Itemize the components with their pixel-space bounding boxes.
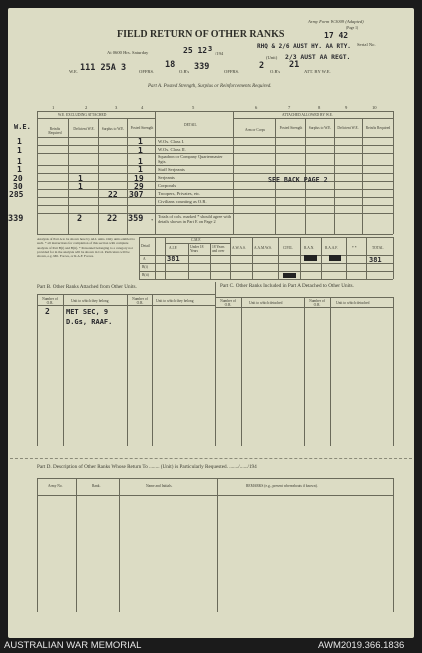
- ors-label: O.R's: [179, 69, 190, 74]
- we-value: 111 25A 3: [80, 63, 127, 73]
- detail-header: DETAIL: [184, 123, 197, 127]
- colnum-1: 1: [52, 105, 55, 110]
- footer-institution: AUSTRALIAN WAR MEMORIAL: [4, 640, 142, 651]
- deficient-row-6: 1: [78, 182, 83, 191]
- analysis-head-under18: Under 18 Years: [190, 245, 204, 253]
- grid-line: [37, 165, 393, 166]
- row-detail-pte: Troopers, Privates, etc.: [158, 191, 201, 196]
- colnum-3: 3: [115, 105, 118, 110]
- grid-line: [230, 237, 231, 279]
- analysis-head-18over: 18 Years and over: [212, 245, 225, 253]
- redaction-mark: [283, 273, 296, 278]
- grid-line: [321, 237, 322, 279]
- grid-line: [393, 478, 394, 612]
- analysis-head-aamws: A.A.M.W.S.: [254, 246, 272, 250]
- unit-line-1: RHQ & 2/6 AUST HY. AA RTY.: [257, 43, 351, 50]
- grid-line: [37, 189, 393, 190]
- grid-line: [393, 237, 394, 279]
- analysis-row-a: A: [143, 257, 146, 261]
- analysis-row-bi: B(i): [142, 265, 148, 269]
- part-d-head-name: Name and Initials.: [146, 484, 173, 488]
- analysis-head-star: * *: [352, 246, 357, 250]
- margin-row-1: 1: [17, 137, 22, 146]
- colnum-4: 4: [141, 105, 144, 110]
- col-head-posted-att: Posted Strength: [279, 126, 303, 130]
- analysis-head-total: TOTAL: [372, 246, 384, 250]
- colnum-2: 2: [85, 105, 88, 110]
- surplus-row-7: 22: [108, 190, 118, 199]
- totals-label: Totals of cols. marked * should agree with details shown in Part E on Page 2: [158, 214, 231, 224]
- unit-line-2: 2/3 AUST AA REGT.: [285, 53, 351, 61]
- analysis-row-bii: B(ii): [142, 273, 149, 277]
- surplus-total: 22: [107, 214, 118, 224]
- col-head-surplus: Surplus to W.E.: [101, 127, 125, 131]
- grid-line: [98, 118, 99, 234]
- grid-line: [366, 237, 367, 279]
- grid-line: [139, 237, 140, 279]
- unit-label: (Unit): [266, 55, 278, 60]
- at-line: At 0600 Hrs. Saturday: [107, 50, 149, 55]
- grid-line: [393, 111, 394, 234]
- month-hand: 3: [208, 45, 213, 53]
- att-label: ATT. BY W.E.: [304, 69, 331, 74]
- col-head-reinfts-att: Reinfts Required: [365, 126, 391, 130]
- posted-row-1: 1: [138, 137, 143, 146]
- col-head-deficient: Deficient W.E.: [73, 127, 95, 131]
- grid-line: [37, 173, 393, 174]
- date-hand: 25 12: [183, 46, 208, 55]
- grid-line: [37, 111, 393, 112]
- grid-line: [210, 243, 211, 279]
- grid-line: [139, 263, 393, 264]
- analysis-cmf: C.M.F.: [191, 238, 201, 242]
- see-back-note: SEE BACK PAGE 2: [268, 176, 328, 184]
- part-c-head-unit-2: Unit to which detached: [336, 301, 370, 305]
- posted-row-5: 19: [134, 174, 144, 183]
- margin-row-5: 20: [13, 174, 23, 183]
- colnum-6: 6: [255, 105, 258, 110]
- grid-line: [68, 118, 69, 234]
- grid-line: [37, 294, 38, 446]
- we-excluding-label: W.E. EXCLUDING ATTACHED: [58, 113, 107, 117]
- posted-row-7: 307: [129, 190, 144, 199]
- grid-line: [188, 243, 189, 279]
- offrs2-value: 2: [259, 61, 265, 71]
- year-suffix: /194: [215, 51, 224, 56]
- part-b-entry-unit: MET SEC, 9 D.Gs, RAAF.: [66, 308, 113, 326]
- deficient-total: 2: [77, 214, 83, 224]
- grid-line: [37, 305, 215, 306]
- archive-footer: [0, 638, 422, 653]
- form-title: FIELD RETURN OF OTHER RANKS: [117, 29, 285, 40]
- ors2-value: 21: [289, 60, 300, 70]
- margin-row-3: 1: [17, 157, 22, 166]
- part-d-head-rank: Rank.: [92, 484, 101, 488]
- grid-line: [127, 294, 128, 446]
- posted-row-6: 29: [134, 182, 144, 191]
- part-b-entry-number: 2: [45, 307, 50, 316]
- col-head-deficient-att: Deficient W.E.: [337, 126, 359, 130]
- analysis-head-raaf: R.A.A.F.: [325, 246, 338, 250]
- colnum-10: 10: [372, 105, 377, 110]
- form-number: Army Form W.3009 (Adapted): [308, 19, 364, 24]
- row-detail-qms: Squadron or Company Quartermaster Sgts.: [158, 154, 223, 164]
- grid-line: [217, 478, 218, 612]
- posted-row-4: 1: [138, 165, 143, 174]
- grid-line: [37, 478, 393, 479]
- margin-row-7: 285: [9, 190, 24, 199]
- grid-line: [393, 297, 394, 446]
- grid-line: [139, 237, 393, 238]
- part-c-head-number: Number of O.R.: [220, 299, 236, 307]
- row-detail-woi: W.Os. Class I.: [158, 139, 185, 144]
- grid-line: [330, 297, 331, 446]
- part-c-title: Part C. Other Ranks Included in Part A Detached to Other Units.: [220, 283, 354, 289]
- row-detail-civ: Civilians counting as O.R.: [158, 199, 207, 204]
- ors-value: 339: [194, 62, 210, 72]
- analysis-head-aif: A.I.F.: [169, 246, 178, 250]
- totals-star: *: [151, 218, 154, 223]
- grid-line: [252, 237, 253, 279]
- grid-line: [300, 237, 301, 279]
- redaction-mark: [304, 255, 317, 261]
- margin-row-6: 30: [13, 182, 23, 191]
- part-d-title: Part D. Description of Other Ranks Whose Return To ........ (Unit) is Particularly Requested. ......./....../194: [37, 464, 257, 470]
- analysis-head-ran: R.A.N.: [304, 246, 315, 250]
- posted-total: 359: [128, 214, 144, 224]
- margin-we-label: W.E.: [14, 123, 31, 131]
- grid-line: [37, 197, 393, 198]
- row-detail-ssgt: Staff Serjeants: [158, 167, 185, 172]
- part-d-head-remarks: REMARKS (e.g., present whereabouts if known).: [246, 484, 318, 488]
- grid-line: [155, 237, 156, 279]
- col-head-reinfts: Reinfts Required: [48, 127, 62, 135]
- part-b-head-number-2: Number of O.R.: [132, 297, 148, 305]
- analysis-aif-value: 381: [167, 255, 180, 263]
- grid-line: [119, 478, 120, 612]
- posted-row-2: 1: [138, 146, 143, 155]
- row-detail-cpl: Corporals: [158, 183, 177, 188]
- analysis-detail: Detail: [141, 244, 150, 248]
- grid-line: [63, 294, 64, 446]
- row-detail-sgt: Serjeants: [158, 175, 175, 180]
- grid-line: [37, 181, 393, 182]
- grid-line: [37, 234, 393, 235]
- perforation-line: [10, 458, 412, 459]
- grid-line: [37, 118, 155, 119]
- part-d-head-army-no: Army No.: [48, 484, 63, 488]
- part-a-title: Part A. Posted Strength, Surplus or Reinforcements Required.: [148, 84, 272, 89]
- grid-line: [346, 237, 347, 279]
- col-head-surplus-att: Surplus to W.E.: [308, 126, 332, 130]
- page-number: (Page 1): [346, 26, 359, 30]
- part-b-head-number: Number of O.R.: [42, 297, 58, 305]
- analysis-total-value: 381: [369, 256, 382, 264]
- grid-line: [155, 111, 156, 234]
- grid-line: [37, 145, 393, 146]
- grid-line: [304, 297, 305, 446]
- margin-row-2: 1: [17, 146, 22, 155]
- grid-line: [37, 137, 393, 138]
- grid-line: [37, 294, 215, 295]
- offrs-label: OFFRS.: [139, 69, 155, 74]
- grid-line: [37, 205, 393, 206]
- analysis-head-civil: CIVIL: [283, 246, 293, 250]
- serial-label: Serial No.: [357, 42, 376, 47]
- attached-allowed-label: ATTACHED ALLOWED BY W.E.: [282, 113, 333, 117]
- col-head-posted: Posted Strength: [130, 126, 154, 130]
- grid-line: [37, 478, 38, 612]
- analysis-head-awas: A.W.A.S.: [232, 246, 246, 250]
- grid-line: [278, 237, 279, 279]
- colnum-7: 7: [288, 105, 291, 110]
- redaction-mark: [329, 255, 341, 261]
- part-b-head-unit-2: Unit to which they belong: [156, 299, 194, 303]
- offrs-value: 18: [165, 60, 176, 70]
- grid-line: [233, 118, 393, 119]
- margin-total: 339: [8, 214, 24, 224]
- offrs-label-2: OFFRS.: [224, 69, 240, 74]
- footer-accession: AWM2019.366.1836: [318, 640, 405, 651]
- colnum-8: 8: [318, 105, 321, 110]
- grid-line: [139, 271, 393, 272]
- row-detail-woii: W.Os. Class II.: [158, 147, 186, 152]
- part-c-head-number-2: Number of O.R.: [309, 299, 325, 307]
- grid-line: [139, 279, 393, 280]
- part-b-title: Part B. Other Ranks Attached from Other Units.: [37, 284, 137, 290]
- grid-line: [152, 294, 153, 446]
- analysis-note: Analysis of Part A to be shown here by ALL units. Only units entitled to such. * all instructions for completion of this section with complete analysis of Part B(i) and B(ii). * Personnel belonging to a category not provided for in the analysis will be shown in Col. Particulars will be shown, e.g. Mil. Forces, or R.A.F. Forces.: [37, 237, 135, 259]
- col-head-arm: Arm or Corps: [245, 128, 265, 132]
- grid-line: [241, 297, 242, 446]
- grid-line: [362, 118, 363, 234]
- corner-handwriting: 17 42: [324, 31, 349, 40]
- grid-line: [76, 478, 77, 612]
- colnum-9: 9: [345, 105, 348, 110]
- grid-line: [37, 495, 393, 496]
- grid-line: [37, 111, 38, 234]
- deficient-row-5: 1: [78, 174, 83, 183]
- part-c-head-unit: Unit to which detached: [249, 301, 283, 305]
- part-b-head-unit: Unit to which they belong: [71, 299, 109, 303]
- grid-line: [165, 243, 230, 244]
- grid-line: [233, 111, 234, 234]
- margin-row-4: 1: [17, 165, 22, 174]
- we-label: W.E.: [69, 69, 79, 74]
- colnum-5: 5: [192, 105, 195, 110]
- posted-row-3: 1: [138, 157, 143, 166]
- grid-line: [334, 118, 335, 234]
- ors-label-2: O.R's: [270, 69, 281, 74]
